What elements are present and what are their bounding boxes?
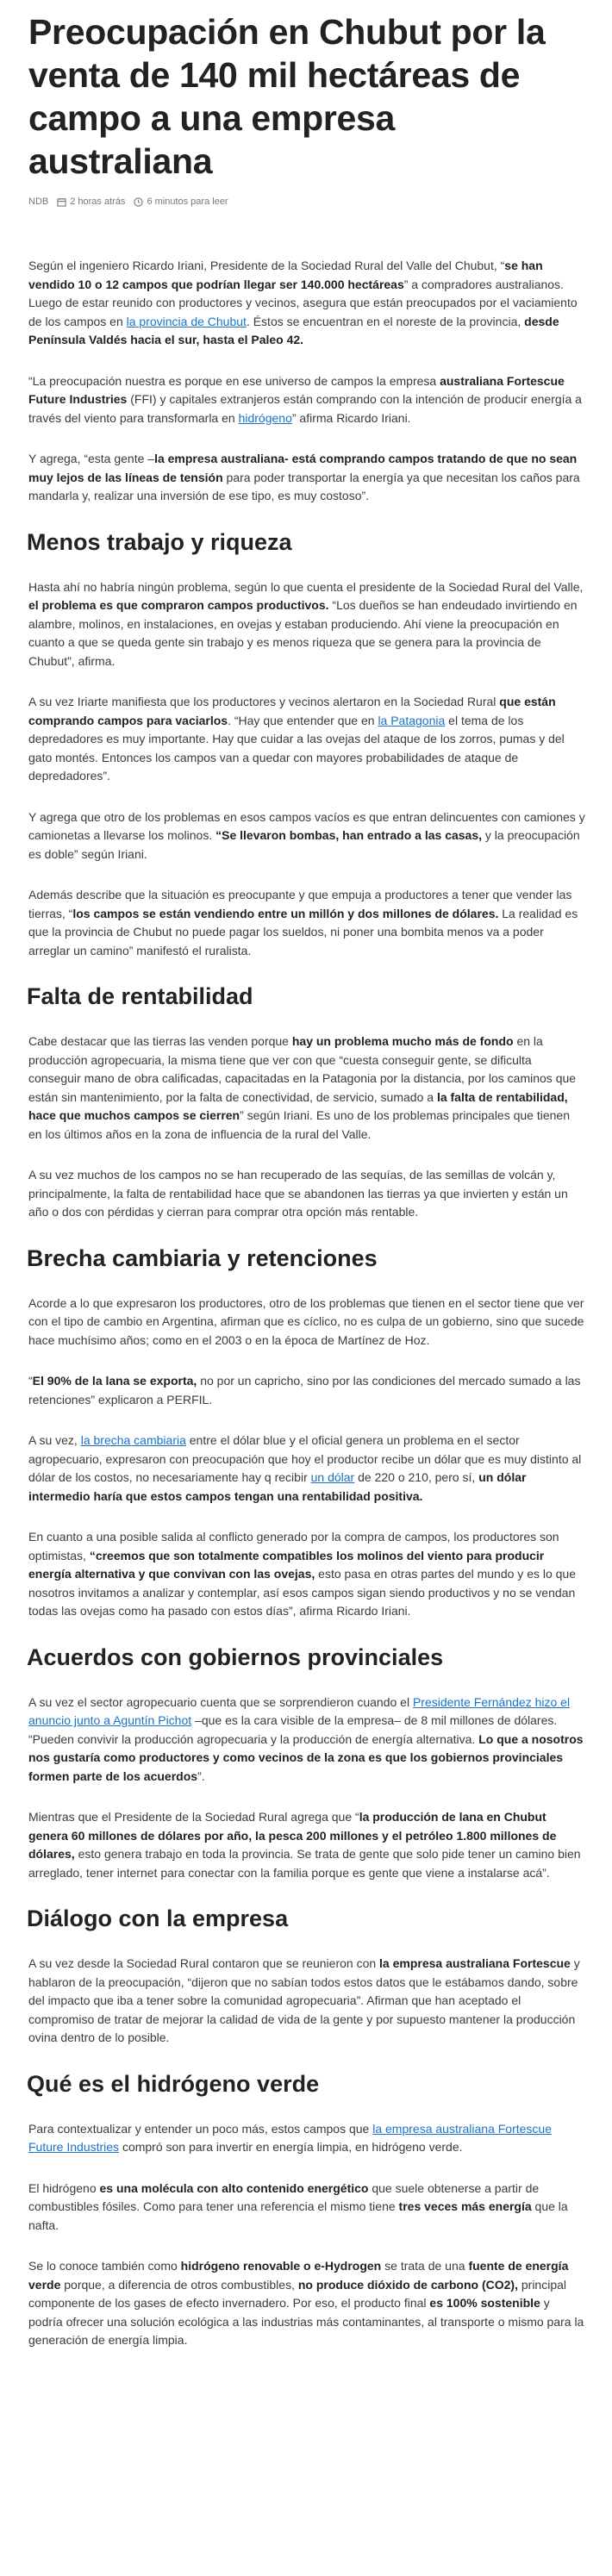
text: A su vez el sector agropecuario cuenta que se sorprendieron cuando el bbox=[28, 1694, 413, 1709]
bold-text: es una molécula con alto contenido energético bbox=[99, 2180, 369, 2195]
bold-text: que están comprando campos para vaciarlos bbox=[28, 695, 556, 727]
paragraph-15 bbox=[28, 1808, 586, 1882]
text: porque, a diferencia de otros combustibles, bbox=[60, 2277, 298, 2292]
bold-text: no produce dióxido de carbono (CO2), bbox=[297, 2277, 518, 2292]
heading-acuerdos: Acuerdos con gobiernos provinciales bbox=[27, 1644, 444, 1670]
text: “Los dueños se han endeudado invirtiendo en alambre, molinos, en instalaciones, en ovejas y estaban produciendo. Ahí viene la preocupación en cuanto a que se queda gente sin trabajo y es menos riqueza que se genera para la provincia de Chubut”, afirma. bbox=[28, 598, 578, 668]
paragraph-5 bbox=[28, 693, 586, 786]
text: de 220 o 210, pero sí, bbox=[354, 1470, 479, 1484]
paragraph-1 bbox=[28, 257, 586, 350]
bold-text: la empresa australiana- está comprando campos tratando de que no sean muy lejos de las líneas de tensión bbox=[28, 452, 578, 484]
article-meta bbox=[28, 196, 586, 207]
paragraph-18 bbox=[28, 2180, 586, 2236]
text: que suele obtenerse a partir de combustibles fósiles. Como para tener una referencia el mismo tiene bbox=[28, 2180, 540, 2213]
text: A su vez Iriarte manifiesta que los productores y vecinos alertaron en la Sociedad Rural bbox=[28, 695, 500, 708]
paragraph-7 bbox=[28, 886, 586, 960]
bold-text: la producción de lana en Chubut genera 60 millones de dólares por año, la pesca 200 millones y el petróleo 1.800 millones de dólares, bbox=[28, 1810, 557, 1861]
text: Mientras que el Presidente de la Sociedad Rural agrega que “ bbox=[28, 1810, 359, 1824]
text: Según el ingeniero Ricardo Iriani, Presidente de la Sociedad Rural del Valle del Chubut, “ bbox=[28, 259, 505, 272]
paragraph-8 bbox=[28, 1032, 586, 1144]
article-title: Preocupación en Chubut por la venta de 140 mil hectáreas de campo a una empresa australiana bbox=[28, 12, 546, 181]
read-time bbox=[134, 196, 228, 207]
text: Cabe destacar que las tierras las venden porque bbox=[28, 1034, 292, 1048]
heading-menos-trabajo: Menos trabajo y riqueza bbox=[27, 528, 292, 555]
bold-text: los campos se están vendiendo entre un millón y dos millones de dólares. bbox=[72, 906, 499, 920]
link-brecha-cambiaria[interactable]: la brecha cambiaria bbox=[80, 1433, 186, 1447]
text: principal componente de los gases de efecto invernadero. Por eso, el producto final bbox=[28, 2277, 567, 2310]
text: para poder transportar la energía ya que necesitan los caños para mandarla y, realizar una inversión de ese tipo, es muy costoso”. bbox=[28, 470, 580, 502]
text: La realidad es que la provincia de Chubut no puede pagar los sueldos, ni poner una bombita menos va a poder arreglar un camino” manifestó el ruralista. bbox=[28, 906, 578, 957]
read-time-text: 6 minutos para leer bbox=[147, 196, 228, 207]
paragraph-10: Acorde a lo que expresaron los productores, otro de los problemas que tienen en el sector tiene que ver con el tipo de cambio en Argentina, afirman que es cíclico, no es culpa de un gobierno, sino que sucede hace muchísimo años; como en el 2003 o en la época de Martínez de Hoz. bbox=[28, 1295, 584, 1347]
calendar-icon bbox=[57, 197, 66, 207]
paragraph-2 bbox=[28, 372, 586, 428]
text: Para contextualizar y entender un poco más, estos campos que bbox=[28, 2121, 373, 2136]
bold-text: australiana Fortescue Future Industries bbox=[28, 373, 565, 406]
text: “ bbox=[28, 1374, 33, 1388]
bold-text: la falta de rentabilidad, hace que muchos campos se cierren bbox=[28, 1089, 568, 1122]
link-patagonia[interactable]: la Patagonia bbox=[378, 713, 446, 727]
paragraph-6 bbox=[28, 808, 586, 864]
text: entre el dólar blue y el oficial genera un problema en el sector agropecuario, expresaron con preocupación que hoy el productor recibe un dólar que es muy distinto al dólar de los costos, no necesariamente hay q recibir bbox=[28, 1433, 582, 1484]
text: A su vez, bbox=[28, 1433, 81, 1447]
link-chubut[interactable]: la provincia de Chubut bbox=[126, 314, 247, 328]
paragraph-9: A su vez muchos de los campos no se han recuperado de las sequías, de las semillas de volcán y, principalmente, la falta de rentabilidad hace que se abandonen las tierras ya que invierten y están un año o dos con pérdidas y cierran para comprar otra opción más rentable. bbox=[28, 1168, 568, 1219]
link-presidente-fernandez[interactable]: Presidente Fernández hizo el anuncio junto a Aguntín Pichot bbox=[28, 1694, 571, 1727]
text: . Éstos se encuentran en el noreste de la provincia, bbox=[246, 314, 525, 328]
bold-text: Lo que a nosotros nos gustaría como productores y como vecinos de la zona es que los gobiernos provinciales formen parte de los acuerdos bbox=[28, 1731, 584, 1783]
bold-text: desde Península Valdés hacia el sur, hasta el Paleo 42. bbox=[28, 314, 559, 346]
author-name[interactable]: NDB bbox=[28, 196, 49, 207]
text: compró son para invertir en energía limpia, en hidrógeno verde. bbox=[119, 2140, 463, 2154]
text: En cuanto a una posible salida al conflicto generado por la compra de campos, los productores son optimistas, bbox=[28, 1530, 559, 1562]
text: Hasta ahí no habría ningún problema, según lo que cuenta el presidente de la Sociedad Rural del Valle, bbox=[28, 579, 584, 594]
bold-text: hay un problema mucho más de fondo bbox=[291, 1034, 514, 1048]
bold-text: el problema es que compraron campos productivos. bbox=[28, 598, 329, 612]
heading-hidrogeno-verde: Qué es el hidrógeno verde bbox=[27, 2070, 320, 2097]
bold-text: El 90% de la lana se exporta, bbox=[32, 1374, 197, 1388]
link-un-dolar[interactable]: un dólar bbox=[310, 1470, 355, 1484]
bold-text: “Se llevaron bombas, han entrado a las casas, bbox=[215, 828, 483, 842]
bold-text: la empresa australiana Fortescue bbox=[379, 1956, 571, 1970]
link-hidrogeno[interactable]: hidrógeno bbox=[238, 410, 292, 425]
heading-dialogo: Diálogo con la empresa bbox=[27, 1905, 289, 1931]
paragraph-19 bbox=[28, 2257, 586, 2350]
text: ” afirma Ricardo Iriani. bbox=[291, 410, 411, 425]
text: Se lo conoce también como bbox=[28, 2259, 181, 2273]
paragraph-17 bbox=[28, 2120, 586, 2157]
link-fortescue[interactable]: la empresa australiana Fortescue Future Industries bbox=[28, 2121, 553, 2154]
heading-brecha-cambiaria: Brecha cambiaria y retenciones bbox=[27, 1244, 378, 1271]
paragraph-4 bbox=[28, 578, 586, 671]
paragraph-13 bbox=[28, 1528, 586, 1621]
text: se trata de una bbox=[381, 2259, 469, 2273]
text: que la nafta. bbox=[28, 2199, 568, 2232]
bold-text: es 100% sostenible bbox=[429, 2296, 540, 2310]
author[interactable] bbox=[28, 196, 48, 207]
paragraph-16 bbox=[28, 1955, 586, 2048]
bold-text: “creemos que son totalmente compatibles los molinos del viento para producir energía alternativa y que convivan con las ovejas, bbox=[28, 1548, 545, 1581]
paragraph-14 bbox=[28, 1693, 586, 1787]
text: Y agrega que otro de los problemas en esos campos vacíos es que entran delincuentes con camiones y camionetas a llevarse los molinos. bbox=[28, 809, 585, 842]
text: y hablaron de la preocupación, “dijeron que no sabían todos estos datos que le estábamos dando, sobre del impacto que iba a tener sobre la comunidad agropecuaria”. Afirman que han aceptado el compromiso de tratar de mejorar la calidad de vida de la gente y por supuesto mantener la producción ovina dentro de lo posible. bbox=[28, 1956, 580, 2044]
heading-falta-rentabilidad: Falta de rentabilidad bbox=[27, 983, 253, 1009]
clock-icon bbox=[134, 197, 143, 207]
text: esto genera trabajo en toda la provincia. Se trata de gente que solo pide tener un camino bien arreglado, tener internet para conectar con la familia porque es gente que viene a instalarse acá”. bbox=[28, 1847, 581, 1880]
text: en la producción agropecuaria, la misma tiene que ver con que “cuesta conseguir gente, se dificulta conseguir mano de obra calificadas, capacitadas en la Patagonia por la distancia, por los caminos que están sin mantenimiento, por la falta de conectividad, de servicio, sumado a bbox=[28, 1034, 577, 1104]
publish-time bbox=[57, 196, 125, 207]
text: esto pasa en otras partes del mundo y es lo que nosotros invitamos a analizar y contemplar, así esos campos sigan siendo productivos y no se vendan todas las ovejas como ha pasado con estos días”, afirma Ricardo Iriani. bbox=[28, 1567, 577, 1618]
text: A su vez desde la Sociedad Rural contaron que se reunieron con bbox=[28, 1956, 380, 1970]
text: (FFI) y capitales extranjeros están comprando con la intención de producir energía a través del viento para transformarla en bbox=[28, 392, 582, 425]
text: –que es la cara visible de la empresa– de 8 mil millones de dólares. “Pueden convivir la producción agropecuaria y la producción de energía alternativa. bbox=[28, 1713, 558, 1746]
text: Y agrega, “esta gente – bbox=[28, 452, 155, 465]
publish-time-text: 2 horas atrás bbox=[70, 196, 126, 207]
paragraph-12 bbox=[28, 1431, 586, 1506]
text: Además describe que la situación es preocupante y que empuja a productores a tener que vender las tierras, “ bbox=[28, 888, 572, 920]
text: y la preocupación es doble” según Iriani. bbox=[28, 828, 580, 861]
text: no por un capricho, sino por las condiciones del mercado sumado a las retenciones” explicaron a PERFIL. bbox=[28, 1374, 581, 1407]
bold-text: tres veces más energía bbox=[398, 2199, 532, 2213]
bold-text: fuente de energía verde bbox=[28, 2259, 569, 2292]
text: ” según Iriani. Es uno de los problemas principales que tienen en los últimos años en la zona de influencia de la rural del Valle. bbox=[28, 1108, 571, 1141]
text: ” a compradores australianos. Luego de estar reunido con productores y vecinos, asegura que están preocupados por el vaciamiento de los campos en bbox=[28, 277, 578, 328]
text: . “Hay que entender que en bbox=[228, 713, 378, 727]
text: ”. bbox=[197, 1768, 205, 1783]
bold-text: un dólar intermedio haría que estos campos tengan una rentabilidad positiva. bbox=[28, 1470, 527, 1503]
text: El hidrógeno bbox=[28, 2180, 100, 2195]
text: y podría ofrecer una solución ecológica a las industrias más contaminantes, al transporte o mismo para la generación de energía limpia. bbox=[28, 2296, 584, 2347]
text: “La preocupación nuestra es porque en ese universo de campos la empresa bbox=[28, 373, 440, 388]
paragraph-11 bbox=[28, 1372, 586, 1409]
paragraph-3 bbox=[28, 450, 586, 506]
bold-text: se han vendido 10 o 12 campos que podrían llegar ser 140.000 hectáreas bbox=[28, 259, 543, 291]
bold-text: hidrógeno renovable o e-Hydrogen bbox=[180, 2259, 382, 2273]
text: el tema de los depredadores es muy importante. Hay que cuidar a las ovejas del ataque de los zorros, pumas y del gato montés. Entonces los campos van a quedar con mayores probabilidades de ataque de depredadores”. bbox=[28, 713, 565, 783]
